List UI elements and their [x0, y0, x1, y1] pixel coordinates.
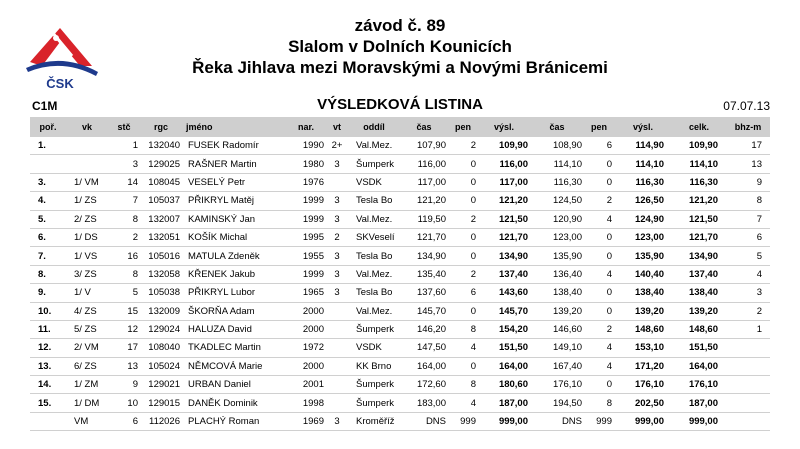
cell-class	[326, 173, 348, 191]
cell-time-1: 121,70	[400, 228, 448, 246]
cell-category: 2/ ZS	[66, 210, 108, 228]
cell-category: 3/ ZS	[66, 265, 108, 283]
cell-penalty-2: 0	[584, 155, 614, 173]
cell-club: Šumperk	[348, 394, 400, 412]
cell-result-2: 148,60	[614, 320, 672, 338]
logo-text: ČSK	[46, 76, 74, 91]
cell-penalty-2: 8	[584, 394, 614, 412]
cell-penalty-1: 0	[448, 228, 478, 246]
cell-name: KAMINSKÝ Jan	[182, 210, 286, 228]
cell-category	[66, 137, 108, 155]
cell-start-number: 7	[108, 192, 140, 210]
table-row	[30, 228, 770, 246]
cell-time-2: 114,10	[530, 155, 584, 173]
cell-penalty-1: 4	[448, 394, 478, 412]
cell-points: 8	[726, 192, 770, 210]
cell-start-number: 12	[108, 320, 140, 338]
cell-rank: 9.	[30, 284, 66, 302]
cell-result-1: 143,60	[478, 284, 530, 302]
cell-penalty-1: 6	[448, 284, 478, 302]
cell-rank: 3.	[30, 173, 66, 191]
cell-total: 139,20	[672, 302, 726, 320]
cell-name: ŠKORŇA Adam	[182, 302, 286, 320]
cell-points: 4	[726, 265, 770, 283]
cell-result-1: 145,70	[478, 302, 530, 320]
cell-result-2: 139,20	[614, 302, 672, 320]
cell-time-1: 117,00	[400, 173, 448, 191]
cell-total: 187,00	[672, 394, 726, 412]
table-row	[30, 137, 770, 155]
cell-club: Val.Mez.	[348, 210, 400, 228]
cell-club: Šumperk	[348, 320, 400, 338]
cell-reg-code: 129015	[140, 394, 182, 412]
cell-penalty-1: 0	[448, 302, 478, 320]
cell-time-2: 116,30	[530, 173, 584, 191]
cell-class: 3	[326, 155, 348, 173]
cell-rank: 8.	[30, 265, 66, 283]
table-row	[30, 394, 770, 412]
cell-time-1: 183,00	[400, 394, 448, 412]
cell-reg-code: 105016	[140, 247, 182, 265]
table-row	[30, 412, 770, 430]
cell-name: DANĚK Dominik	[182, 394, 286, 412]
table-row	[30, 210, 770, 228]
cell-result-1: 180,60	[478, 376, 530, 394]
cell-birth-year: 1999	[286, 265, 326, 283]
cell-category: 1/ V	[66, 284, 108, 302]
cell-time-1: 134,90	[400, 247, 448, 265]
cell-reg-code: 132009	[140, 302, 182, 320]
cell-time-2: 149,10	[530, 339, 584, 357]
cell-result-1: 137,40	[478, 265, 530, 283]
cell-birth-year: 1995	[286, 228, 326, 246]
cell-penalty-1: 2	[448, 137, 478, 155]
cell-penalty-1: 999	[448, 412, 478, 430]
cell-name: TKADLEC Martin	[182, 339, 286, 357]
column-header-result-1: výsl.	[478, 117, 530, 137]
cell-points	[726, 412, 770, 430]
cell-rank: 15.	[30, 394, 66, 412]
cell-name: HALUZA David	[182, 320, 286, 338]
table-row	[30, 284, 770, 302]
cell-total: 137,40	[672, 265, 726, 283]
table-row	[30, 265, 770, 283]
cell-time-1: 145,70	[400, 302, 448, 320]
cell-penalty-1: 8	[448, 376, 478, 394]
cell-birth-year: 1980	[286, 155, 326, 173]
cell-points	[726, 339, 770, 357]
cell-result-2: 126,50	[614, 192, 672, 210]
table-row	[30, 247, 770, 265]
cell-penalty-1: 0	[448, 155, 478, 173]
cell-category: 5/ ZS	[66, 320, 108, 338]
cell-result-1: 134,90	[478, 247, 530, 265]
column-header-penalty-1: pen	[448, 117, 478, 137]
cell-reg-code: 105038	[140, 284, 182, 302]
cell-points: 7	[726, 210, 770, 228]
cell-result-1: 121,20	[478, 192, 530, 210]
column-header-reg-code: rgc	[140, 117, 182, 137]
table-row	[30, 376, 770, 394]
column-header-time-1: čas	[400, 117, 448, 137]
cell-class: 3	[326, 412, 348, 430]
cell-reg-code: 129021	[140, 376, 182, 394]
cell-result-1: 121,70	[478, 228, 530, 246]
column-header-category: vk	[66, 117, 108, 137]
cell-class: 3	[326, 210, 348, 228]
cell-name: PŘIKRYL Lubor	[182, 284, 286, 302]
cell-time-1: 147,50	[400, 339, 448, 357]
column-header-name: jméno	[182, 117, 286, 137]
cell-name: PŘIKRYL Matěj	[182, 192, 286, 210]
cell-rank	[30, 412, 66, 430]
cell-result-2: 114,90	[614, 137, 672, 155]
cell-reg-code: 132051	[140, 228, 182, 246]
cell-start-number: 15	[108, 302, 140, 320]
cell-time-2: 176,10	[530, 376, 584, 394]
cell-penalty-1: 0	[448, 173, 478, 191]
cell-total: 114,10	[672, 155, 726, 173]
category-label: C1M	[32, 99, 58, 113]
cell-category: 2/ VM	[66, 339, 108, 357]
cell-time-1: 119,50	[400, 210, 448, 228]
cell-birth-year: 1972	[286, 339, 326, 357]
cell-penalty-2: 0	[584, 173, 614, 191]
cell-rank: 14.	[30, 376, 66, 394]
cell-result-2: 999,00	[614, 412, 672, 430]
cell-penalty-1: 2	[448, 265, 478, 283]
column-header-rank: poř.	[30, 117, 66, 137]
column-header-start-number: stč	[108, 117, 140, 137]
cell-rank: 6.	[30, 228, 66, 246]
cell-start-number: 8	[108, 210, 140, 228]
cell-result-1: 117,00	[478, 173, 530, 191]
cell-reg-code: 108045	[140, 173, 182, 191]
cell-club: VSDK	[348, 339, 400, 357]
cell-time-2: 123,00	[530, 228, 584, 246]
cell-points: 1	[726, 320, 770, 338]
cell-class	[326, 320, 348, 338]
cell-time-2: 194,50	[530, 394, 584, 412]
cell-category: 1/ VM	[66, 173, 108, 191]
cell-total: 121,70	[672, 228, 726, 246]
cell-total: 999,00	[672, 412, 726, 430]
cell-club: KK Brno	[348, 357, 400, 375]
cell-name: KŘENEK Jakub	[182, 265, 286, 283]
cell-time-2: DNS	[530, 412, 584, 430]
cell-start-number: 1	[108, 137, 140, 155]
cell-total: 121,20	[672, 192, 726, 210]
cell-club: Val.Mez.	[348, 137, 400, 155]
cell-birth-year: 1955	[286, 247, 326, 265]
cell-time-1: 137,60	[400, 284, 448, 302]
cell-penalty-2: 4	[584, 210, 614, 228]
cell-points	[726, 357, 770, 375]
cell-class: 3	[326, 284, 348, 302]
river-section: Řeka Jihlava mezi Moravskými a Novými Bránicemi	[192, 58, 608, 77]
cell-points	[726, 376, 770, 394]
page-title: VÝSLEDKOVÁ LISTINA	[317, 96, 483, 113]
cell-penalty-2: 0	[584, 376, 614, 394]
cell-category: 1/ DM	[66, 394, 108, 412]
column-header-result-2: výsl.	[614, 117, 672, 137]
cell-penalty-2: 4	[584, 265, 614, 283]
cell-time-1: 135,40	[400, 265, 448, 283]
cell-reg-code: 129025	[140, 155, 182, 173]
cell-total: 148,60	[672, 320, 726, 338]
cell-result-2: 153,10	[614, 339, 672, 357]
cell-reg-code: 129024	[140, 320, 182, 338]
column-header-time-2: čas	[530, 117, 584, 137]
cell-club: Kroměříž	[348, 412, 400, 430]
cell-rank	[30, 155, 66, 173]
cell-start-number: 9	[108, 376, 140, 394]
cell-category: 6/ ZS	[66, 357, 108, 375]
cell-time-2: 146,60	[530, 320, 584, 338]
cell-result-1: 121,50	[478, 210, 530, 228]
cell-result-2: 135,90	[614, 247, 672, 265]
cell-name: FUSEK Radomír	[182, 137, 286, 155]
cell-club: Šumperk	[348, 376, 400, 394]
cell-club: SKVeselí	[348, 228, 400, 246]
cell-birth-year: 1969	[286, 412, 326, 430]
table-row	[30, 155, 770, 173]
table-row	[30, 339, 770, 357]
cell-club: Val.Mez.	[348, 265, 400, 283]
table-row	[30, 173, 770, 191]
cell-name: PLACHÝ Roman	[182, 412, 286, 430]
cell-penalty-2: 4	[584, 357, 614, 375]
results-table	[30, 117, 770, 431]
cell-start-number: 6	[108, 412, 140, 430]
cell-start-number: 8	[108, 265, 140, 283]
cell-time-1: DNS	[400, 412, 448, 430]
cell-result-1: 187,00	[478, 394, 530, 412]
cell-penalty-2: 2	[584, 320, 614, 338]
cell-class	[326, 376, 348, 394]
cell-rank: 5.	[30, 210, 66, 228]
cell-result-2: 138,40	[614, 284, 672, 302]
cell-total: 164,00	[672, 357, 726, 375]
cell-start-number: 5	[108, 284, 140, 302]
cell-start-number: 10	[108, 394, 140, 412]
cell-time-2: 108,90	[530, 137, 584, 155]
cell-points: 6	[726, 228, 770, 246]
cell-points: 2	[726, 302, 770, 320]
cell-result-1: 151,50	[478, 339, 530, 357]
cell-birth-year: 2001	[286, 376, 326, 394]
cell-penalty-2: 6	[584, 137, 614, 155]
cell-class: 3	[326, 265, 348, 283]
cell-reg-code: 105024	[140, 357, 182, 375]
cell-class	[326, 302, 348, 320]
cell-result-2: 176,10	[614, 376, 672, 394]
cell-time-2: 124,50	[530, 192, 584, 210]
date-label: 07.07.13	[723, 99, 770, 113]
cell-result-2: 202,50	[614, 394, 672, 412]
cell-name: MATULA Zdeněk	[182, 247, 286, 265]
cell-time-2: 139,20	[530, 302, 584, 320]
cell-category: 1/ VS	[66, 247, 108, 265]
cell-rank: 10.	[30, 302, 66, 320]
cell-penalty-2: 0	[584, 247, 614, 265]
cell-reg-code: 105037	[140, 192, 182, 210]
cell-birth-year: 1976	[286, 173, 326, 191]
cell-time-1: 116,00	[400, 155, 448, 173]
cell-rank: 11.	[30, 320, 66, 338]
cell-name: KOŠÍK Michal	[182, 228, 286, 246]
cell-class	[326, 357, 348, 375]
column-header-points: bhz-m	[726, 117, 770, 137]
cell-birth-year: 1990	[286, 137, 326, 155]
race-number: závod č. 89	[354, 16, 446, 35]
table-row	[30, 320, 770, 338]
cell-birth-year: 1965	[286, 284, 326, 302]
cell-club: Tesla Bo	[348, 192, 400, 210]
column-header-birth-year: nar.	[286, 117, 326, 137]
column-header-class: vt	[326, 117, 348, 137]
cell-total: 134,90	[672, 247, 726, 265]
cell-penalty-2: 0	[584, 228, 614, 246]
cell-club: Tesla Bo	[348, 247, 400, 265]
cell-class	[326, 394, 348, 412]
cell-penalty-1: 2	[448, 210, 478, 228]
cell-reg-code: 112026	[140, 412, 182, 430]
cell-start-number: 2	[108, 228, 140, 246]
race-name: Slalom v Dolních Kounicích	[288, 37, 512, 56]
cell-time-1: 172,60	[400, 376, 448, 394]
cell-total: 138,40	[672, 284, 726, 302]
cell-birth-year: 2000	[286, 302, 326, 320]
cell-penalty-2: 999	[584, 412, 614, 430]
cell-points: 3	[726, 284, 770, 302]
column-header-total: celk.	[672, 117, 726, 137]
cell-start-number: 16	[108, 247, 140, 265]
cell-penalty-2: 4	[584, 339, 614, 357]
cell-time-2: 167,40	[530, 357, 584, 375]
cell-time-1: 121,20	[400, 192, 448, 210]
cell-result-2: 171,20	[614, 357, 672, 375]
cell-result-1: 164,00	[478, 357, 530, 375]
column-header-club: oddíl	[348, 117, 400, 137]
cell-points	[726, 394, 770, 412]
cell-total: 151,50	[672, 339, 726, 357]
cell-total: 116,30	[672, 173, 726, 191]
cell-start-number: 3	[108, 155, 140, 173]
table-row	[30, 192, 770, 210]
cell-penalty-2: 0	[584, 302, 614, 320]
cell-time-2: 135,90	[530, 247, 584, 265]
cell-points: 13	[726, 155, 770, 173]
cell-class: 2+	[326, 137, 348, 155]
cell-result-2: 116,30	[614, 173, 672, 191]
cell-name: VESELÝ Petr	[182, 173, 286, 191]
cell-name: NĚMCOVÁ Marie	[182, 357, 286, 375]
cell-start-number: 13	[108, 357, 140, 375]
cell-category: 1/ DS	[66, 228, 108, 246]
cell-name: URBAN Daniel	[182, 376, 286, 394]
cell-rank: 13.	[30, 357, 66, 375]
cell-points: 17	[726, 137, 770, 155]
cell-birth-year: 1999	[286, 192, 326, 210]
cell-birth-year: 1999	[286, 210, 326, 228]
cell-rank: 4.	[30, 192, 66, 210]
cell-total: 109,90	[672, 137, 726, 155]
cell-rank: 1.	[30, 137, 66, 155]
cell-points: 5	[726, 247, 770, 265]
cell-result-1: 116,00	[478, 155, 530, 173]
cell-result-1: 109,90	[478, 137, 530, 155]
cell-category: 4/ ZS	[66, 302, 108, 320]
table-row	[30, 357, 770, 375]
cell-time-2: 138,40	[530, 284, 584, 302]
table-header-row	[30, 117, 770, 137]
cell-class: 3	[326, 247, 348, 265]
cell-category	[66, 155, 108, 173]
cell-time-1: 107,90	[400, 137, 448, 155]
cell-penalty-1: 0	[448, 247, 478, 265]
cell-result-2: 123,00	[614, 228, 672, 246]
cell-class: 2	[326, 228, 348, 246]
cell-club: Šumperk	[348, 155, 400, 173]
cell-birth-year: 1998	[286, 394, 326, 412]
cell-club: Tesla Bo	[348, 284, 400, 302]
cell-time-2: 136,40	[530, 265, 584, 283]
cell-class	[326, 339, 348, 357]
cell-reg-code: 132058	[140, 265, 182, 283]
cell-result-2: 114,10	[614, 155, 672, 173]
cell-class: 3	[326, 192, 348, 210]
cell-birth-year: 2000	[286, 357, 326, 375]
cell-time-1: 146,20	[400, 320, 448, 338]
cell-reg-code: 132007	[140, 210, 182, 228]
cell-penalty-1: 4	[448, 339, 478, 357]
cell-penalty-2: 2	[584, 192, 614, 210]
cell-start-number: 17	[108, 339, 140, 357]
cell-reg-code: 132040	[140, 137, 182, 155]
cell-penalty-2: 0	[584, 284, 614, 302]
cell-time-2: 120,90	[530, 210, 584, 228]
cell-time-1: 164,00	[400, 357, 448, 375]
cell-result-2: 124,90	[614, 210, 672, 228]
cell-category: VM	[66, 412, 108, 430]
cell-penalty-1: 0	[448, 357, 478, 375]
cell-penalty-1: 8	[448, 320, 478, 338]
cell-reg-code: 108040	[140, 339, 182, 357]
cell-result-1: 999,00	[478, 412, 530, 430]
cell-total: 121,50	[672, 210, 726, 228]
cell-rank: 12.	[30, 339, 66, 357]
cell-penalty-1: 0	[448, 192, 478, 210]
cell-start-number: 14	[108, 173, 140, 191]
cell-total: 176,10	[672, 376, 726, 394]
cell-category: 1/ ZS	[66, 192, 108, 210]
column-header-penalty-2: pen	[584, 117, 614, 137]
cell-result-1: 154,20	[478, 320, 530, 338]
cell-category: 1/ ZM	[66, 376, 108, 394]
cell-rank: 7.	[30, 247, 66, 265]
cell-club: Val.Mez.	[348, 302, 400, 320]
table-row	[30, 302, 770, 320]
cell-club: VSDK	[348, 173, 400, 191]
cell-birth-year: 2000	[286, 320, 326, 338]
cell-name: RAŠNER Martin	[182, 155, 286, 173]
cell-result-2: 140,40	[614, 265, 672, 283]
cell-points: 9	[726, 173, 770, 191]
